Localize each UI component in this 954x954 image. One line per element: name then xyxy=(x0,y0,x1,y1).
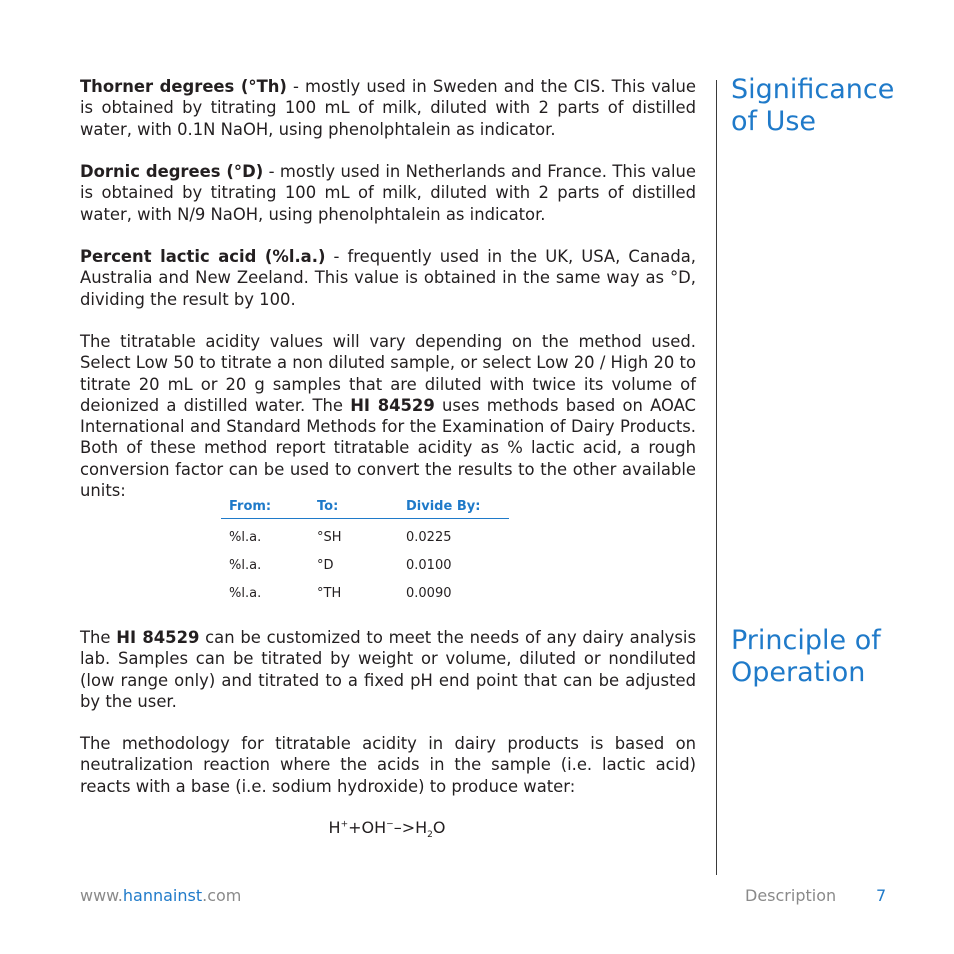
dornic-term: Dornic degrees (°D) xyxy=(80,162,264,181)
custom-text-b: can be customized to meet the needs of any dairy analysis lab. Samples can be titrated by weight or volume, diluted or nondiluted (low range only) and titrated to a fixed pH end point that can be adjusted by the user. xyxy=(80,628,697,711)
header-to: To: xyxy=(309,494,398,519)
lactic-term: Percent lactic acid (%l.a.) xyxy=(80,247,326,266)
page-number: 7 xyxy=(876,886,887,905)
cell-to: °D xyxy=(317,557,334,573)
methodology-paragraph: The methodology for titratable acidity in dairy products is based on neutralization reaction where the acids in the sample (i.e. lactic acid) reacts with a base (i.e. sodium hydroxide) to produce water: xyxy=(80,734,696,796)
footer-section-name: Description xyxy=(745,886,837,905)
dornic-text: - mostly used in Netherlands and France. This value is obtained by titrating 100 mL of milk, diluted with 2 parts of distilled water, with N/9 NaOH, using phenolphtalein as indicator. xyxy=(80,162,696,224)
dornic-paragraph xyxy=(80,161,696,225)
table-row xyxy=(221,579,509,607)
eq-h: H xyxy=(328,818,341,837)
customization-paragraph xyxy=(80,627,696,712)
titratable-text-a: The titratable acidity values will vary depending on the method used. Select Low 50 to titrate a non diluted sample, or select Low 20 / High 20 to titrate 20 mL or 20 g samples that are diluted with twice its volume of deionized a distilled water. The xyxy=(80,332,696,415)
lactic-text: - frequently used in the UK, USA, Canada, Australia and New Zeeland. This value is obtained in the same way as °D, dividing the result by 100. xyxy=(80,247,696,309)
cell-to: °SH xyxy=(317,529,342,545)
cell-from: %l.a. xyxy=(229,529,262,545)
titratable-text-b: uses methods based on AOAC International and Standard Methods for the Examination of Dairy Products. Both of these method report titratable acidity as % lactic acid, a rough conversion factor can be used to convert the results to the other available units: xyxy=(80,395,697,501)
thorner-paragraph xyxy=(80,76,696,140)
custom-model: HI 84529 xyxy=(116,628,200,647)
eq-o: O xyxy=(432,818,446,837)
heading-significance-of-use: Significance of Use xyxy=(731,74,895,137)
lactic-paragraph xyxy=(80,246,696,310)
eq-arrow-h: –>H xyxy=(393,818,428,837)
thorner-text: - mostly used in Sweden and the CIS. This value is obtained by titrating 100 mL of milk, diluted with 2 parts of distilled water, with 0.1N NaOH, using phenolphtalein as indicator. xyxy=(80,77,696,139)
titratable-paragraph xyxy=(80,331,696,501)
eq-oh-charge: − xyxy=(386,819,394,830)
eq-subscript: 2 xyxy=(427,830,433,841)
cell-from: %l.a. xyxy=(229,585,262,601)
cell-factor: 0.0100 xyxy=(406,557,452,573)
eq-h-charge: + xyxy=(340,819,349,830)
cell-to: °TH xyxy=(317,585,342,601)
table-header-row xyxy=(221,494,509,519)
header-divide-by: Divide By: xyxy=(398,494,509,519)
cell-factor: 0.0090 xyxy=(406,585,452,601)
neutralization-equation xyxy=(0,818,774,840)
eq-oh: +OH xyxy=(348,818,387,837)
table-row xyxy=(221,519,509,552)
cell-factor: 0.0225 xyxy=(406,529,452,545)
cell-from: %l.a. xyxy=(229,557,262,573)
conversion-table xyxy=(221,494,509,607)
footer-website-link[interactable]: www.hannainst.com xyxy=(80,886,242,905)
heading-principle-of-operation: Principle of Operation xyxy=(731,625,881,688)
header-from: From: xyxy=(221,494,309,519)
custom-text-a: The xyxy=(80,628,117,647)
titratable-model: HI 84529 xyxy=(350,395,435,415)
table-row xyxy=(221,551,509,579)
sidebar-divider xyxy=(716,80,717,875)
thorner-term: Thorner degrees (°Th) xyxy=(80,77,287,96)
